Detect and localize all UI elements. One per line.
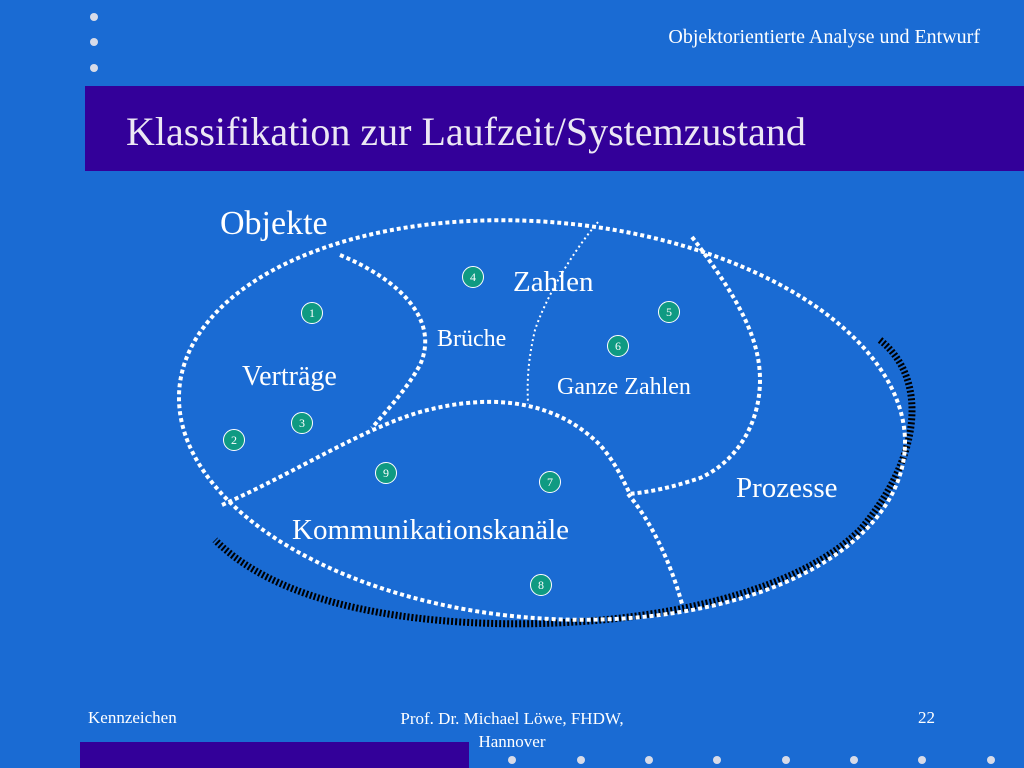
marker-6: 6 xyxy=(607,335,629,357)
marker-7: 7 xyxy=(539,471,561,493)
decor-dot xyxy=(713,756,721,764)
decor-dot xyxy=(508,756,516,764)
decor-dot xyxy=(577,756,585,764)
marker-1: 1 xyxy=(301,302,323,324)
label-kommunikationskanaele: Kommunikationskanäle xyxy=(292,514,570,546)
divider-prozesse xyxy=(628,494,682,604)
label-zahlen: Zahlen xyxy=(513,266,594,298)
footer-author-line2: Hannover xyxy=(478,732,546,751)
label-brueche: Brüche xyxy=(437,326,507,352)
footer-author-line1: Prof. Dr. Michael Löwe, FHDW, xyxy=(400,709,624,728)
decor-dot xyxy=(645,756,653,764)
marker-3: 3 xyxy=(291,412,313,434)
label-objekte: Objekte xyxy=(220,205,328,242)
marker-2: 2 xyxy=(223,429,245,451)
decor-dot xyxy=(850,756,858,764)
divider-ganze-zahlen xyxy=(628,237,760,494)
slide-title: Klassifikation zur Laufzeit/Systemzustand xyxy=(126,109,806,154)
marker-9: 9 xyxy=(375,462,397,484)
decor-dot xyxy=(918,756,926,764)
page-number: 22 xyxy=(918,708,935,727)
marker-5: 5 xyxy=(658,301,680,323)
decor-dot xyxy=(782,756,790,764)
decor-dot xyxy=(987,756,995,764)
divider-kommunikation-top xyxy=(222,402,630,505)
marker-8: 8 xyxy=(530,574,552,596)
divider-vertraege xyxy=(340,255,425,428)
label-ganze-zahlen: Ganze Zahlen xyxy=(557,374,691,400)
course-title: Objektorientierte Analyse und Entwurf xyxy=(668,26,980,48)
marker-4: 4 xyxy=(462,266,484,288)
label-vertraege: Verträge xyxy=(242,361,337,392)
footer-author xyxy=(380,708,644,730)
footer-left: Kennzeichen xyxy=(88,708,177,727)
label-prozesse: Prozesse xyxy=(736,472,838,504)
